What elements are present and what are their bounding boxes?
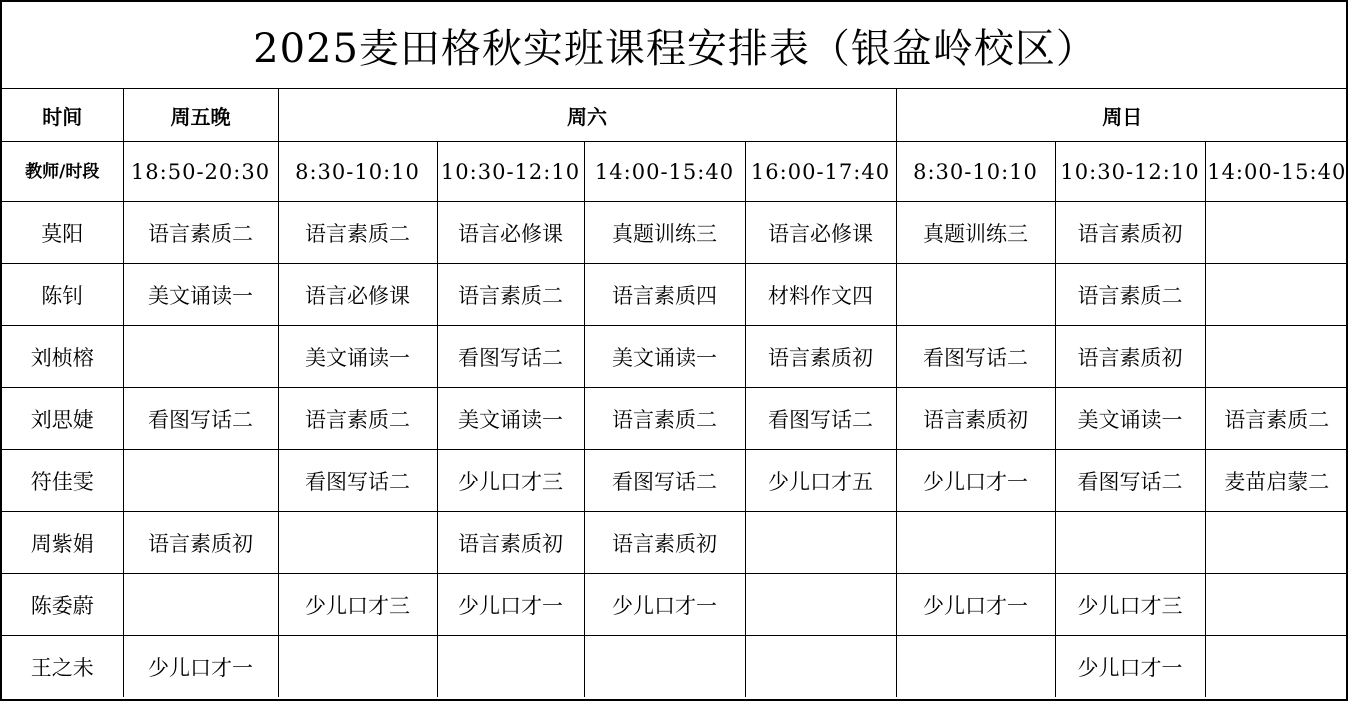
class-cell xyxy=(1205,326,1348,388)
class-cell: 看图写话二 xyxy=(584,450,745,512)
class-cell: 语言素质初 xyxy=(896,388,1055,450)
class-cell xyxy=(745,636,896,698)
class-cell: 语言素质初 xyxy=(745,326,896,388)
class-cell xyxy=(745,512,896,574)
class-cell: 少儿口才三 xyxy=(278,574,437,636)
table-row xyxy=(2,450,1348,512)
slot-sunday-2: 10:30-12:10 xyxy=(1055,142,1205,202)
class-cell xyxy=(1205,636,1348,698)
class-cell: 美文诵读一 xyxy=(584,326,745,388)
day-header-friday: 周五晚 xyxy=(123,89,278,142)
class-cell: 语言素质初 xyxy=(584,512,745,574)
class-cell: 美文诵读一 xyxy=(437,388,584,450)
class-cell: 看图写话二 xyxy=(1055,450,1205,512)
class-cell xyxy=(437,636,584,698)
class-cell: 看图写话二 xyxy=(123,388,278,450)
table-row xyxy=(2,512,1348,574)
class-cell: 语言素质二 xyxy=(278,388,437,450)
teacher-slot-label: 教师/时段 xyxy=(2,142,123,202)
slot-saturday-4: 16:00-17:40 xyxy=(745,142,896,202)
class-cell: 少儿口才一 xyxy=(896,450,1055,512)
class-cell: 少儿口才三 xyxy=(437,450,584,512)
class-cell: 少儿口才一 xyxy=(437,574,584,636)
class-cell xyxy=(896,636,1055,698)
class-cell: 语言素质四 xyxy=(584,264,745,326)
teacher-name: 王之未 xyxy=(2,636,123,698)
teacher-name: 周紫娟 xyxy=(2,512,123,574)
class-cell xyxy=(1205,574,1348,636)
day-header-sunday: 周日 xyxy=(896,89,1348,142)
teacher-name: 莫阳 xyxy=(2,202,123,264)
class-cell: 语言必修课 xyxy=(437,202,584,264)
class-cell xyxy=(123,450,278,512)
class-cell xyxy=(896,512,1055,574)
day-header-saturday: 周六 xyxy=(278,89,896,142)
class-cell xyxy=(1055,512,1205,574)
class-cell xyxy=(1205,512,1348,574)
class-cell: 少儿口才一 xyxy=(896,574,1055,636)
table-row xyxy=(2,202,1348,264)
class-cell xyxy=(123,326,278,388)
class-cell: 少儿口才一 xyxy=(123,636,278,698)
teacher-name: 符佳雯 xyxy=(2,450,123,512)
class-cell: 语言必修课 xyxy=(745,202,896,264)
slot-sunday-1: 8:30-10:10 xyxy=(896,142,1055,202)
class-cell: 看图写话二 xyxy=(278,450,437,512)
class-cell: 少儿口才一 xyxy=(1055,636,1205,698)
slot-sunday-3: 14:00-15:40 xyxy=(1205,142,1348,202)
slot-saturday-3: 14:00-15:40 xyxy=(584,142,745,202)
class-cell: 美文诵读一 xyxy=(278,326,437,388)
class-cell: 语言素质二 xyxy=(437,264,584,326)
class-cell xyxy=(896,264,1055,326)
class-cell xyxy=(1205,264,1348,326)
class-cell: 语言素质初 xyxy=(437,512,584,574)
class-cell: 真题训练三 xyxy=(896,202,1055,264)
class-cell: 材料作文四 xyxy=(745,264,896,326)
table-row xyxy=(2,264,1348,326)
class-cell: 语言素质二 xyxy=(278,202,437,264)
slot-saturday-1: 8:30-10:10 xyxy=(278,142,437,202)
table-row xyxy=(2,388,1348,450)
class-cell: 麦苗启蒙二 xyxy=(1205,450,1348,512)
slot-friday-evening: 18:50-20:30 xyxy=(123,142,278,202)
table-row xyxy=(2,574,1348,636)
class-cell: 少儿口才一 xyxy=(584,574,745,636)
class-cell: 少儿口才三 xyxy=(1055,574,1205,636)
class-cell xyxy=(123,574,278,636)
class-cell xyxy=(584,636,745,698)
class-cell: 语言素质初 xyxy=(1055,326,1205,388)
class-cell xyxy=(278,636,437,698)
slot-saturday-2: 10:30-12:10 xyxy=(437,142,584,202)
class-cell: 语言素质二 xyxy=(584,388,745,450)
class-cell xyxy=(1205,202,1348,264)
teacher-name: 刘桢榕 xyxy=(2,326,123,388)
class-cell: 少儿口才五 xyxy=(745,450,896,512)
table-row xyxy=(2,326,1348,388)
table-row xyxy=(2,636,1348,698)
class-cell: 语言素质二 xyxy=(1055,264,1205,326)
class-cell: 美文诵读一 xyxy=(1055,388,1205,450)
class-cell: 真题训练三 xyxy=(584,202,745,264)
class-cell xyxy=(745,574,896,636)
schedule-title: 2025麦田格秋实班课程安排表（银盆岭校区） xyxy=(2,2,1348,89)
class-cell: 语言素质二 xyxy=(123,202,278,264)
teacher-name: 陈钊 xyxy=(2,264,123,326)
class-cell: 看图写话二 xyxy=(896,326,1055,388)
class-cell: 美文诵读一 xyxy=(123,264,278,326)
class-cell: 语言素质初 xyxy=(1055,202,1205,264)
class-cell: 语言必修课 xyxy=(278,264,437,326)
teacher-name: 刘思婕 xyxy=(2,388,123,450)
teacher-name: 陈委蔚 xyxy=(2,574,123,636)
schedule-table xyxy=(2,2,1348,697)
class-cell xyxy=(278,512,437,574)
class-cell: 语言素质初 xyxy=(123,512,278,574)
class-cell: 语言素质二 xyxy=(1205,388,1348,450)
class-cell: 看图写话二 xyxy=(745,388,896,450)
class-cell: 看图写话二 xyxy=(437,326,584,388)
time-header: 时间 xyxy=(2,89,123,142)
